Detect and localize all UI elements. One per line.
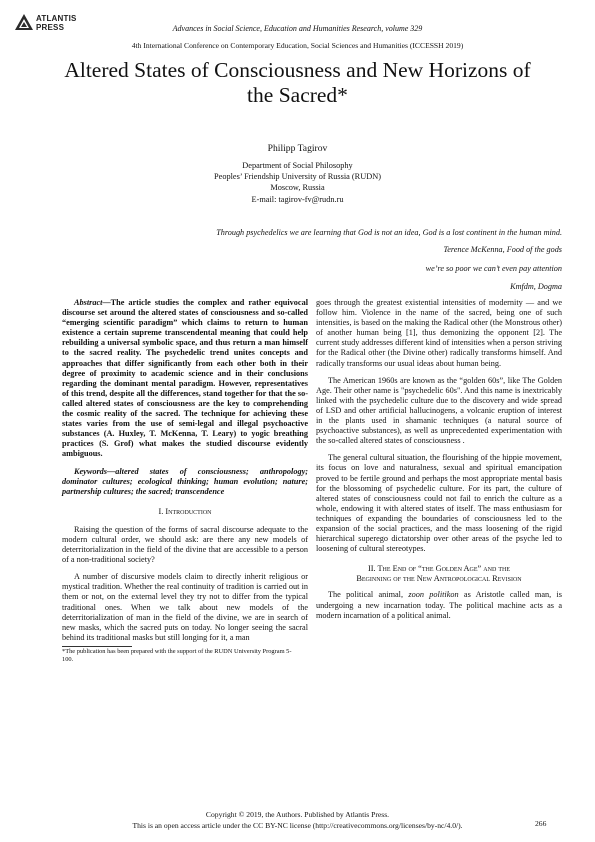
author-email: E-mail: tagirov-fv@rudn.ru (251, 194, 344, 204)
page-number: 266 (535, 819, 547, 828)
epigraph-2-quote: we’re so poor we can’t even pay attention (425, 264, 562, 273)
political-animal-text-b: as Aristotle called man, is undergoing a new incarnation today. The political machine acts as a modern incarnation of a political animal. (316, 590, 562, 620)
keywords-text: —altered states of consciousness; anthropology; dominator cultures; ecological thinking; human evolution; nature; partnership cultures; the sacred; transcendence (62, 466, 308, 496)
epigraph-2-source: Kmfdm, Dogma (510, 282, 562, 291)
abstract-label: Abstract (74, 298, 103, 307)
affiliation-city: Moscow, Russia (270, 183, 325, 193)
section-heading-2-line-2: Beginning of the New Antropological Revision (356, 574, 522, 584)
author-affiliation (0, 160, 595, 205)
body-paragraph-continued: goes through the greatest existential intensities of modernity — and we follow him. Violence in the name of the sacred, being one of such intensities, is based on the making the Radical other (the Monstrous other) of another human being [1], thus demonizing the opponent [2]. The current study addresses different kind of intensities when a person striving for the Radical other (the Divine other) radically transforms himself. And radically transforms our usual ideas about human being. (316, 298, 562, 368)
conference-header: 4th International Conference on Contemporary Education, Social Sciences and Humanities (ICCESSH 2019) (131, 41, 464, 50)
title-line-2: the Sacred* (247, 83, 348, 107)
paper-title (30, 58, 565, 108)
keywords (62, 467, 308, 497)
logo-line-2: PRESS (36, 23, 65, 32)
title-line-1: Altered States of Consciousness and New Horizons of (64, 58, 531, 82)
political-animal-text-a: The political animal, (328, 590, 409, 600)
zoon-politikon-term: zoon politikon (408, 590, 459, 600)
right-column (316, 298, 562, 628)
logo-line-1: ATLANTIS (36, 14, 77, 23)
body-paragraph-political-animal (316, 590, 562, 620)
keywords-label: Keywords (74, 466, 107, 476)
intro-paragraph-2: A number of discursive models claim to directly inherit religious or mystical tradition. Whether the real continuity of tradition is carried out in them or not, on the external level they try not to differ from the typical traditional ones. When we talk about new models of the deterritorialization of man in the field of the divine, we are in search of new masks, which the sacred puts on today. No longer seeing the sacral behind its traditional masks but still longing for it, a man (62, 572, 308, 642)
section-heading-2-line-1: II. The End of “the Golden Age” and the (367, 564, 511, 574)
license-line: This is an open access article under the CC BY-NC license (http://creativecommons.org/licenses/by-nc/4.0/). (132, 821, 463, 830)
copyright-line: Copyright © 2019, the Authors. Published by Atlantis Press. (205, 810, 390, 819)
section-heading-introduction: I. Introduction (158, 506, 212, 516)
journal-header: Advances in Social Science, Education and Humanities Research, volume 329 (172, 24, 423, 33)
epigraph-1-quote: Through psychedelics we are learning that God is not an idea, God is a lost continent in the human mind. (216, 228, 562, 237)
section-heading-2 (316, 564, 562, 584)
author-name: Philipp Tagirov (267, 143, 328, 154)
left-column (62, 298, 308, 650)
abstract-text: —The article studies the complex and rather equivocal discourse set around the altered states of consciousness and so-called “emerging scientific paradigm” which claims to return to human existence a certain supreme transcendental meaning that could help rebuilding a universal symbolic space, and thus return a man himself to the sacred reality. The psychedelic trend unites concepts and approaches that differ significantly from each other both in their degree of proximity to academic science and in their conclusions regarding the dominant mental paradigm. However, representatives of this trend, despite all the differences, stand together for that the so-called altered states of consciousness are the key to comprehending the cosmic reality of the sacred. The technique for achieving these states varies from the use of semi-legal and illegal psychoactive substances (A. Huxley, T. McKenna, T. Leary) to yogic breathing practices (S. Grof) what makes the studied discourse evidently ambiguous. (62, 298, 308, 459)
affiliation-university: Peoples’ Friendship University of Russia (RUDN) (214, 172, 381, 182)
footnote: *The publication has been prepared with the support of the RUDN University Program 5-100. (62, 648, 292, 663)
abstract (62, 298, 308, 460)
intro-paragraph-1: Raising the question of the forms of sacral discourse adequate to the modern cultural order, we should ask: are there any new models of deterritorialization in the field of the divine that are accessible to a person of a non-traditional society? (62, 524, 308, 565)
epigraph-1-source: Terence McKenna, Food of the gods (443, 245, 562, 254)
footnote-divider (62, 646, 132, 647)
body-paragraph-cultural-situation: The general cultural situation, the flourishing of the hippie movement, its focus on love and naturalness, sexual and spiritual emancipation proved to be fertile ground and perhaps the most appropriate mental basis for the blossoming of psychedelic culture. For its part, the culture of altered states of consciousness could not fail to enrich the culture as a whole, endowing it with altered states of itself. The mass enthusiasm for techniques of expanding the boundaries of consciousness led to the expansion of the social practices, and the mass loosening of the rigid hierarchical superego dictatorship over other areas of the psyche led to loosening of cultural stereotypes. (316, 453, 562, 554)
body-paragraph-golden-60s: The American 1960s are known as the “golden 60s”, like The Golden Age. Their other name is "psychedelic 60s". And this name is inextricably linked with the psychedelic culture due to the discovery and wide spread of LSD and other artificial hallucinogens, a volcanic eruption of interest in the plants used in shamanic techniques (a natural source of psychoactive substances), as well as unprecedented experimentation with the so-called altered states of consciousness . (316, 375, 562, 446)
affiliation-dept: Department of Social Philosophy (242, 161, 353, 170)
